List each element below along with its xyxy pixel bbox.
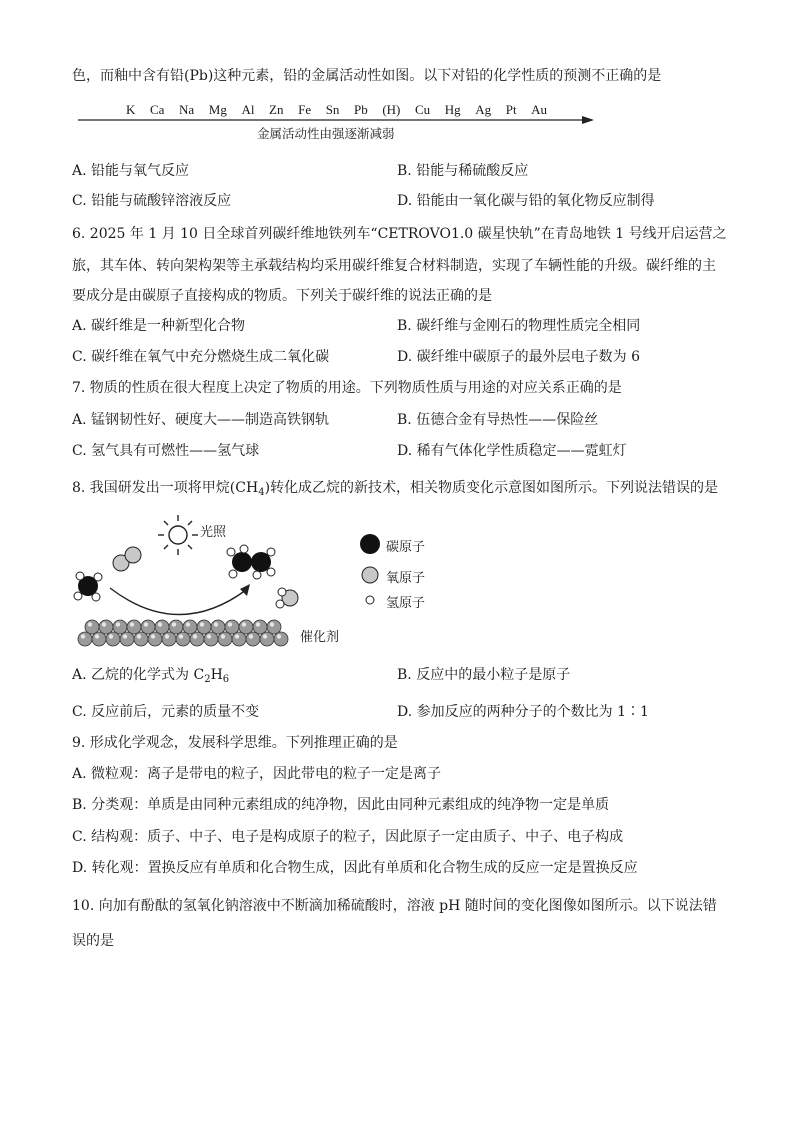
catalyst-sphere (85, 620, 99, 634)
catalyst-sphere (148, 632, 162, 646)
q5-option-c: C. 铅能与硫酸锌溶液反应 (72, 193, 232, 209)
reaction-arrow (110, 584, 250, 615)
q8-option-b: B. 反应中的最小粒子是原子 (397, 667, 571, 683)
metal-symbol: (H) (382, 102, 401, 117)
catalyst-sphere-highlight (270, 622, 274, 626)
catalyst-sphere (134, 632, 148, 646)
catalyst-sphere (155, 620, 169, 634)
hydrogen-atom-icon (366, 596, 374, 604)
q7-stem: 7. 物质的性质在很大程度上决定了物质的用途。下列物质性质与用途的对应关系正确的是 (72, 380, 622, 396)
q7-option-d: D. 稀有气体化学性质稳定——霓虹灯 (397, 443, 627, 459)
q9-option-c: C. 结构观：质子、中子、电子是构成原子的粒子，因此原子一定由质子、中子、电子构成 (72, 829, 624, 845)
metal-symbol: Zn (269, 102, 284, 117)
q6-option-d: D. 碳纤维中碳原子的最外层电子数为 6 (397, 349, 640, 365)
catalyst-sphere-highlight (263, 634, 267, 638)
metal-symbol: Mg (208, 102, 227, 117)
q6-stem-line-1: 6. 2025 年 1 月 10 日全球首列碳纤维地铁列车“CETROVO1.0 碳星快轨”在青岛地铁 1 号线开启运营之 (72, 226, 727, 242)
carbon-atom-icon (360, 534, 380, 554)
catalyst-sphere (253, 620, 267, 634)
catalyst-sphere (176, 632, 190, 646)
metal-symbol: Pb (354, 102, 368, 117)
catalyst-sphere (246, 632, 260, 646)
catalyst-sphere-highlight (88, 622, 92, 626)
catalyst-sphere-highlight (179, 634, 183, 638)
catalyst-sphere (274, 632, 288, 646)
catalyst-sphere-highlight (123, 634, 127, 638)
legend-symbols (358, 534, 384, 608)
catalyst-sphere (225, 620, 239, 634)
oxygen-atom-icon (362, 567, 378, 583)
metal-symbol: Cu (414, 102, 431, 117)
q6-stem-line-3: 要成分是由碳原子直接构成的物质。下列关于碳纤维的说法正确的是 (72, 288, 492, 304)
catalyst-surface (78, 620, 288, 646)
q9-stem: 9. 形成化学观念，发展科学思维。下列推理正确的是 (72, 735, 398, 751)
metal-symbol: Sn (325, 102, 340, 117)
catalyst-sphere (211, 620, 225, 634)
intro-line: 色，而釉中含有铅(Pb)这种元素，铅的金属活动性如图。以下对铅的化学性质的预测不正确的是 (72, 68, 662, 84)
legend-carbon: 碳原子 (386, 540, 426, 555)
metal-symbol: Ag (475, 102, 492, 117)
q5-option-a: A. 铅能与氧气反应 (72, 163, 190, 179)
catalyst-sphere (239, 620, 253, 634)
catalyst-sphere-highlight (221, 634, 225, 638)
legend-oxygen: 氧原子 (386, 571, 426, 586)
catalyst-sphere-highlight (200, 622, 204, 626)
q8-option-d: D. 参加反应的两种分子的个数比为 1∶1 (397, 704, 649, 720)
catalyst-sphere-highlight (193, 634, 197, 638)
catalyst-label: 催化剂 (300, 630, 340, 645)
catalyst-sphere (232, 632, 246, 646)
metal-symbol: Hg (444, 102, 461, 117)
catalyst-sphere-highlight (116, 622, 120, 626)
catalyst-sphere-highlight (228, 622, 232, 626)
catalyst-sphere-highlight (277, 634, 281, 638)
catalyst-sphere (78, 632, 92, 646)
catalyst-sphere (127, 620, 141, 634)
catalyst-sphere-highlight (242, 622, 246, 626)
catalyst-sphere-highlight (109, 634, 113, 638)
catalyst-sphere-highlight (207, 634, 211, 638)
catalyst-sphere (190, 632, 204, 646)
catalyst-sphere (120, 632, 134, 646)
catalyst-sphere-highlight (95, 634, 99, 638)
catalyst-sphere (169, 620, 183, 634)
q7-option-a: A. 锰钢韧性好、硬度大——制造高铁钢轨 (72, 412, 330, 428)
q7-option-b: B. 伍德合金有导热性——保险丝 (397, 412, 599, 428)
sun-icon (158, 515, 198, 555)
catalyst-sphere (204, 632, 218, 646)
q6-stem-line-2: 旅，其车体、转向架构架等主承载结构均采用碳纤维复合材料制造，实现了车辆性能的升级。碳纤维的主 (72, 258, 716, 274)
catalyst-sphere (106, 632, 120, 646)
ethane-molecule (227, 545, 275, 579)
catalyst-sphere-highlight (130, 622, 134, 626)
catalyst-sphere-highlight (165, 634, 169, 638)
q6-option-c: C. 碳纤维在氧气中充分燃烧生成二氧化碳 (72, 349, 330, 365)
q6-option-b: B. 碳纤维与金刚石的物理性质完全相同 (397, 318, 641, 334)
metal-symbol: Ca (149, 102, 165, 117)
catalyst-sphere-highlight (144, 622, 148, 626)
catalyst-sphere-highlight (249, 634, 253, 638)
catalyst-sphere (260, 632, 274, 646)
q8-option-a: A. 乙烷的化学式为 $C_2H_6$ (72, 667, 230, 685)
metal-symbol: Na (179, 102, 195, 117)
catalyst-sphere (99, 620, 113, 634)
activity-caption: 金属活动性由强逐渐减弱 (257, 126, 395, 141)
catalyst-sphere-highlight (235, 634, 239, 638)
catalyst-sphere-highlight (137, 634, 141, 638)
q9-option-b: B. 分类观：单质是由同种元素组成的纯净物，因此由同种元素组成的纯净物一定是单质 (72, 797, 610, 813)
catalyst-sphere-highlight (186, 622, 190, 626)
q9-option-a: A. 微粒观：离子是带电的粒子，因此带电的粒子一定是离子 (72, 766, 442, 782)
water-molecule (276, 588, 298, 608)
metal-symbol: Fe (298, 102, 312, 117)
catalyst-sphere (141, 620, 155, 634)
catalyst-sphere (162, 632, 176, 646)
methane-molecule (74, 572, 102, 601)
q5-option-d: D. 铅能由一氧化碳与铅的氧化物反应制得 (397, 193, 655, 209)
catalyst-sphere (218, 632, 232, 646)
q8-option-c: C. 反应前后，元素的质量不变 (72, 704, 260, 720)
metal-symbol: K (126, 102, 136, 117)
catalyst-sphere-highlight (81, 634, 85, 638)
q10-stem-line-1: 10. 向加有酚酞的氢氧化钠溶液中不断滴加稀硫酸时，溶液 pH 随时间的变化图像如图所示。以下说法错 (72, 898, 717, 914)
catalyst-sphere-highlight (158, 622, 162, 626)
q6-option-a: A. 碳纤维是一种新型化合物 (72, 318, 246, 334)
oxygen-molecule (113, 547, 141, 571)
metal-symbol: Au (531, 102, 548, 117)
catalyst-sphere (183, 620, 197, 634)
metal-symbol: Al (241, 102, 255, 117)
q5-option-b: B. 铅能与稀硫酸反应 (397, 163, 529, 179)
catalyst-sphere-highlight (256, 622, 260, 626)
catalyst-sphere (197, 620, 211, 634)
legend-hydrogen: 氢原子 (386, 596, 426, 611)
q7-option-c: C. 氢气具有可燃性——氢气球 (72, 443, 260, 459)
q8-stem: 8. 我国研发出一项将甲烷$(CH_4)$转化成乙烷的新技术，相关物质变化示意图如图所示。下列说法错误的是 (72, 480, 719, 498)
metal-symbol: Pt (505, 102, 517, 117)
catalyst-sphere (92, 632, 106, 646)
catalyst-sphere-highlight (172, 622, 176, 626)
catalyst-sphere-highlight (151, 634, 155, 638)
light-label: 光照 (200, 525, 227, 540)
catalyst-sphere-highlight (102, 622, 106, 626)
q10-stem-line-2: 误的是 (72, 933, 114, 949)
catalyst-sphere-highlight (214, 622, 218, 626)
catalyst-sphere (113, 620, 127, 634)
q9-option-d: D. 转化观：置换反应有单质和化合物生成，因此有单质和化合物生成的反应一定是置换反应 (72, 860, 638, 876)
catalyst-sphere (267, 620, 281, 634)
